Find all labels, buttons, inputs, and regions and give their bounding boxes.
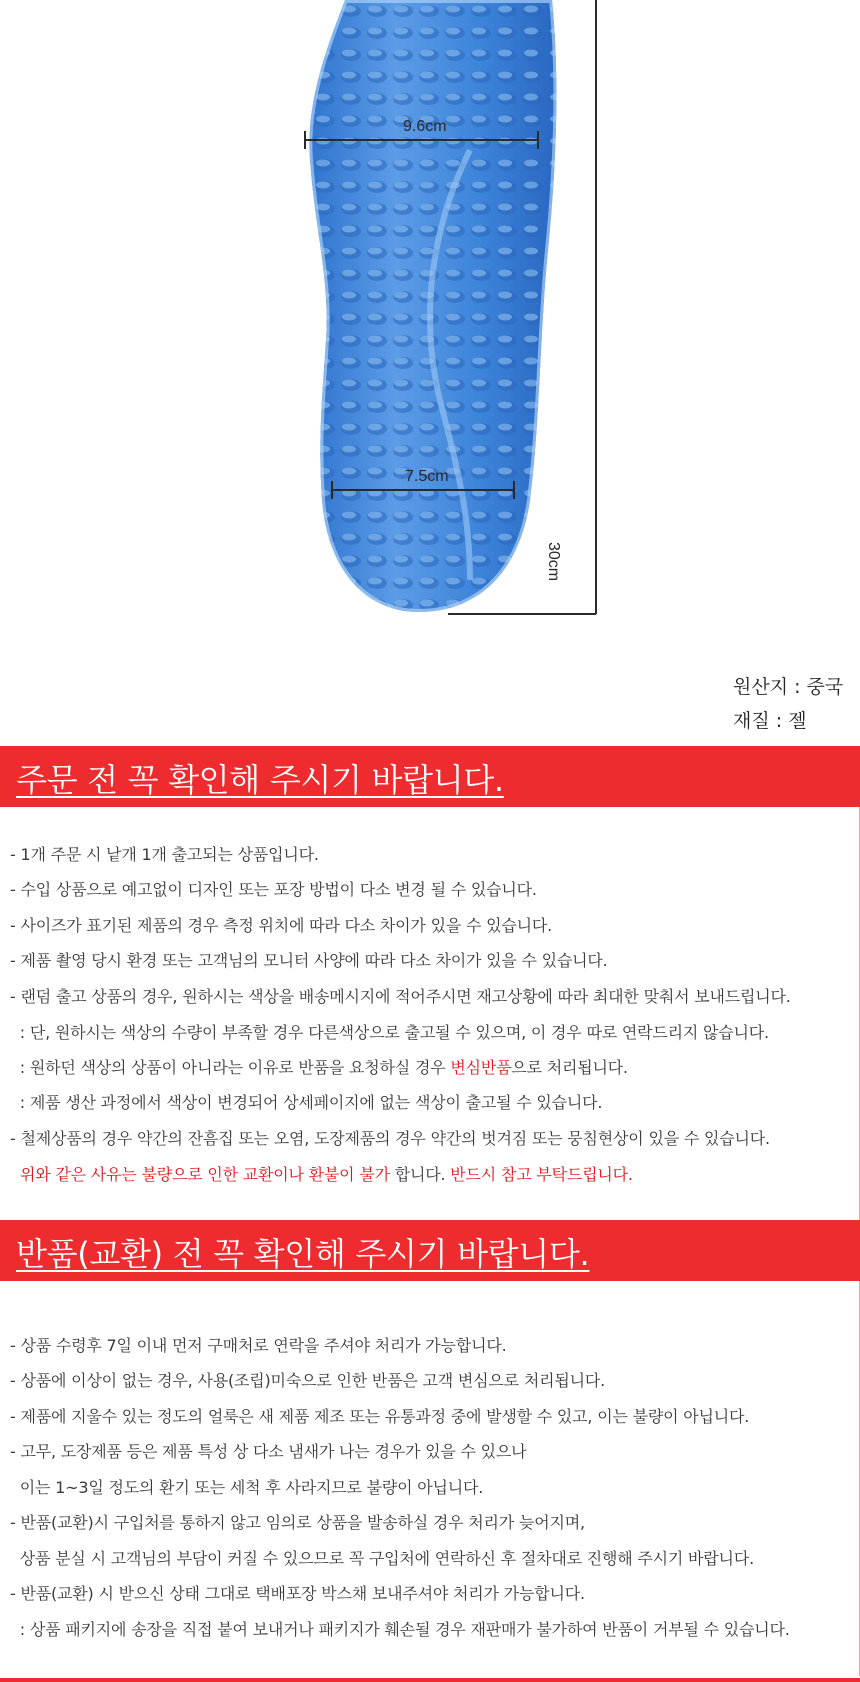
notice-line: : 상품 패키지에 송장을 직접 붙여 보내거나 패키지가 훼손될 경우 재판매가 불가하여 반품이 거부될 수 있습니다.: [10, 1620, 790, 1639]
warning-red-text: 위와 같은 사유는 불량으로 인한 교환이나 환불이 불가: [20, 1165, 390, 1184]
notice-line: - 랜덤 출고 상품의 경우, 원하시는 색상을 배송메시지에 적어주시면 재고상황에 따라 최대한 맞춰서 보내드립니다.: [10, 987, 791, 1006]
notice-line: - 제품에 지울수 있는 정도의 얼룩은 새 제품 제조 또는 유통과정 중에 발생할 수 있고, 이는 불량이 아닙니다.: [10, 1407, 750, 1426]
notice-line: - 상품 수령후 7일 이내 먼저 구매처로 연락을 주셔야 처리가 가능합니다.: [10, 1336, 507, 1355]
notice-line: - 반품(교환)시 구입처를 통하지 않고 임의로 상품을 발송하실 경우 처리가 늦어지며,: [10, 1513, 585, 1532]
notice-line: - 사이즈가 표기된 제품의 경우 측정 위치에 따라 다소 차이가 있을 수 있습니다.: [10, 916, 553, 935]
notice-line: 이는 1~3일 정도의 환기 또는 세척 후 사라지므로 불량이 아닙니다.: [10, 1478, 484, 1497]
product-image: [0, 0, 860, 660]
spec-material: 재질 : 젤: [733, 710, 807, 732]
refund-line-prefix: : 원하던 색상의 상품이 아니라는 이유로 반품을 요청하실 경우: [10, 1058, 451, 1077]
order-notice-box: [0, 807, 860, 1220]
notice-line: - 수입 상품으로 예고없이 디자인 또는 포장 방법이 다소 변경 될 수 있습니다.: [10, 880, 537, 899]
width-top-label: 9.6cm: [403, 118, 447, 135]
notice-line: - 고무, 도장제품 등은 제품 특성 상 다소 냄새가 나는 경우가 있을 수 있으나: [10, 1442, 527, 1461]
notice-line: : 단, 원하시는 색상의 수량이 부족할 경우 다른색상으로 출고될 수 있으며, 이 경우 따로 연락드리지 않습니다.: [10, 1023, 769, 1042]
spec-origin: 원산지 : 중국: [733, 676, 844, 698]
insole-illustration: [0, 0, 860, 660]
notice-line: - 상품에 이상이 없는 경우, 사용(조립)미숙으로 인한 반품은 고객 변심으로 처리됩니다.: [10, 1371, 605, 1390]
warning-red-text-2: 반드시 참고 부탁드립니다.: [450, 1165, 633, 1184]
return-notice-title: 반품(교환) 전 꼭 확인해 주시기 바랍니다.: [16, 1235, 590, 1273]
refund-line-suffix: 으로 처리됩니다.: [511, 1058, 628, 1077]
refund-line-highlight: 변심반품: [450, 1058, 512, 1077]
notice-line: - 제품 촬영 당시 환경 또는 고객님의 모니터 사양에 따라 다소 차이가 있을 수 있습니다.: [10, 951, 608, 970]
refund-policy-line: [10, 1055, 628, 1078]
order-notice-title: 주문 전 꼭 확인해 주시기 바랍니다.: [16, 761, 504, 799]
width-heel-label: 7.5cm: [405, 468, 449, 485]
bottom-rule: [0, 1678, 860, 1682]
notice-line: - 철제상품의 경우 약간의 잔흠집 또는 오염, 도장제품의 경우 약간의 벗겨짐 또는 뭉침현상이 있을 수 있습니다.: [10, 1129, 770, 1148]
notice-line: : 제품 생산 과정에서 색상이 변경되어 상세페이지에 없는 색상이 출고될 수 있습니다.: [10, 1093, 603, 1112]
notice-line: - 반품(교환) 시 받으신 상태 그대로 택배포장 박스채 보내주셔야 처리가 가능합니다.: [10, 1584, 585, 1603]
return-notice-box: [0, 1281, 860, 1676]
notice-line: - 1개 주문 시 낱개 1개 출고되는 상품입니다.: [10, 845, 319, 864]
warning-line: [20, 1162, 633, 1185]
insole-shape: [300, 0, 570, 620]
order-notice-banner: [0, 746, 860, 807]
length-label: 30cm: [545, 542, 562, 582]
notice-line: 상품 분실 시 고객님의 부담이 커질 수 있으므로 꼭 구입처에 연락하신 후 절차대로 진행해 주시기 바랍니다.: [10, 1549, 754, 1568]
return-notice-banner: [0, 1220, 860, 1281]
warning-mid-text: 합니다.: [389, 1165, 451, 1184]
